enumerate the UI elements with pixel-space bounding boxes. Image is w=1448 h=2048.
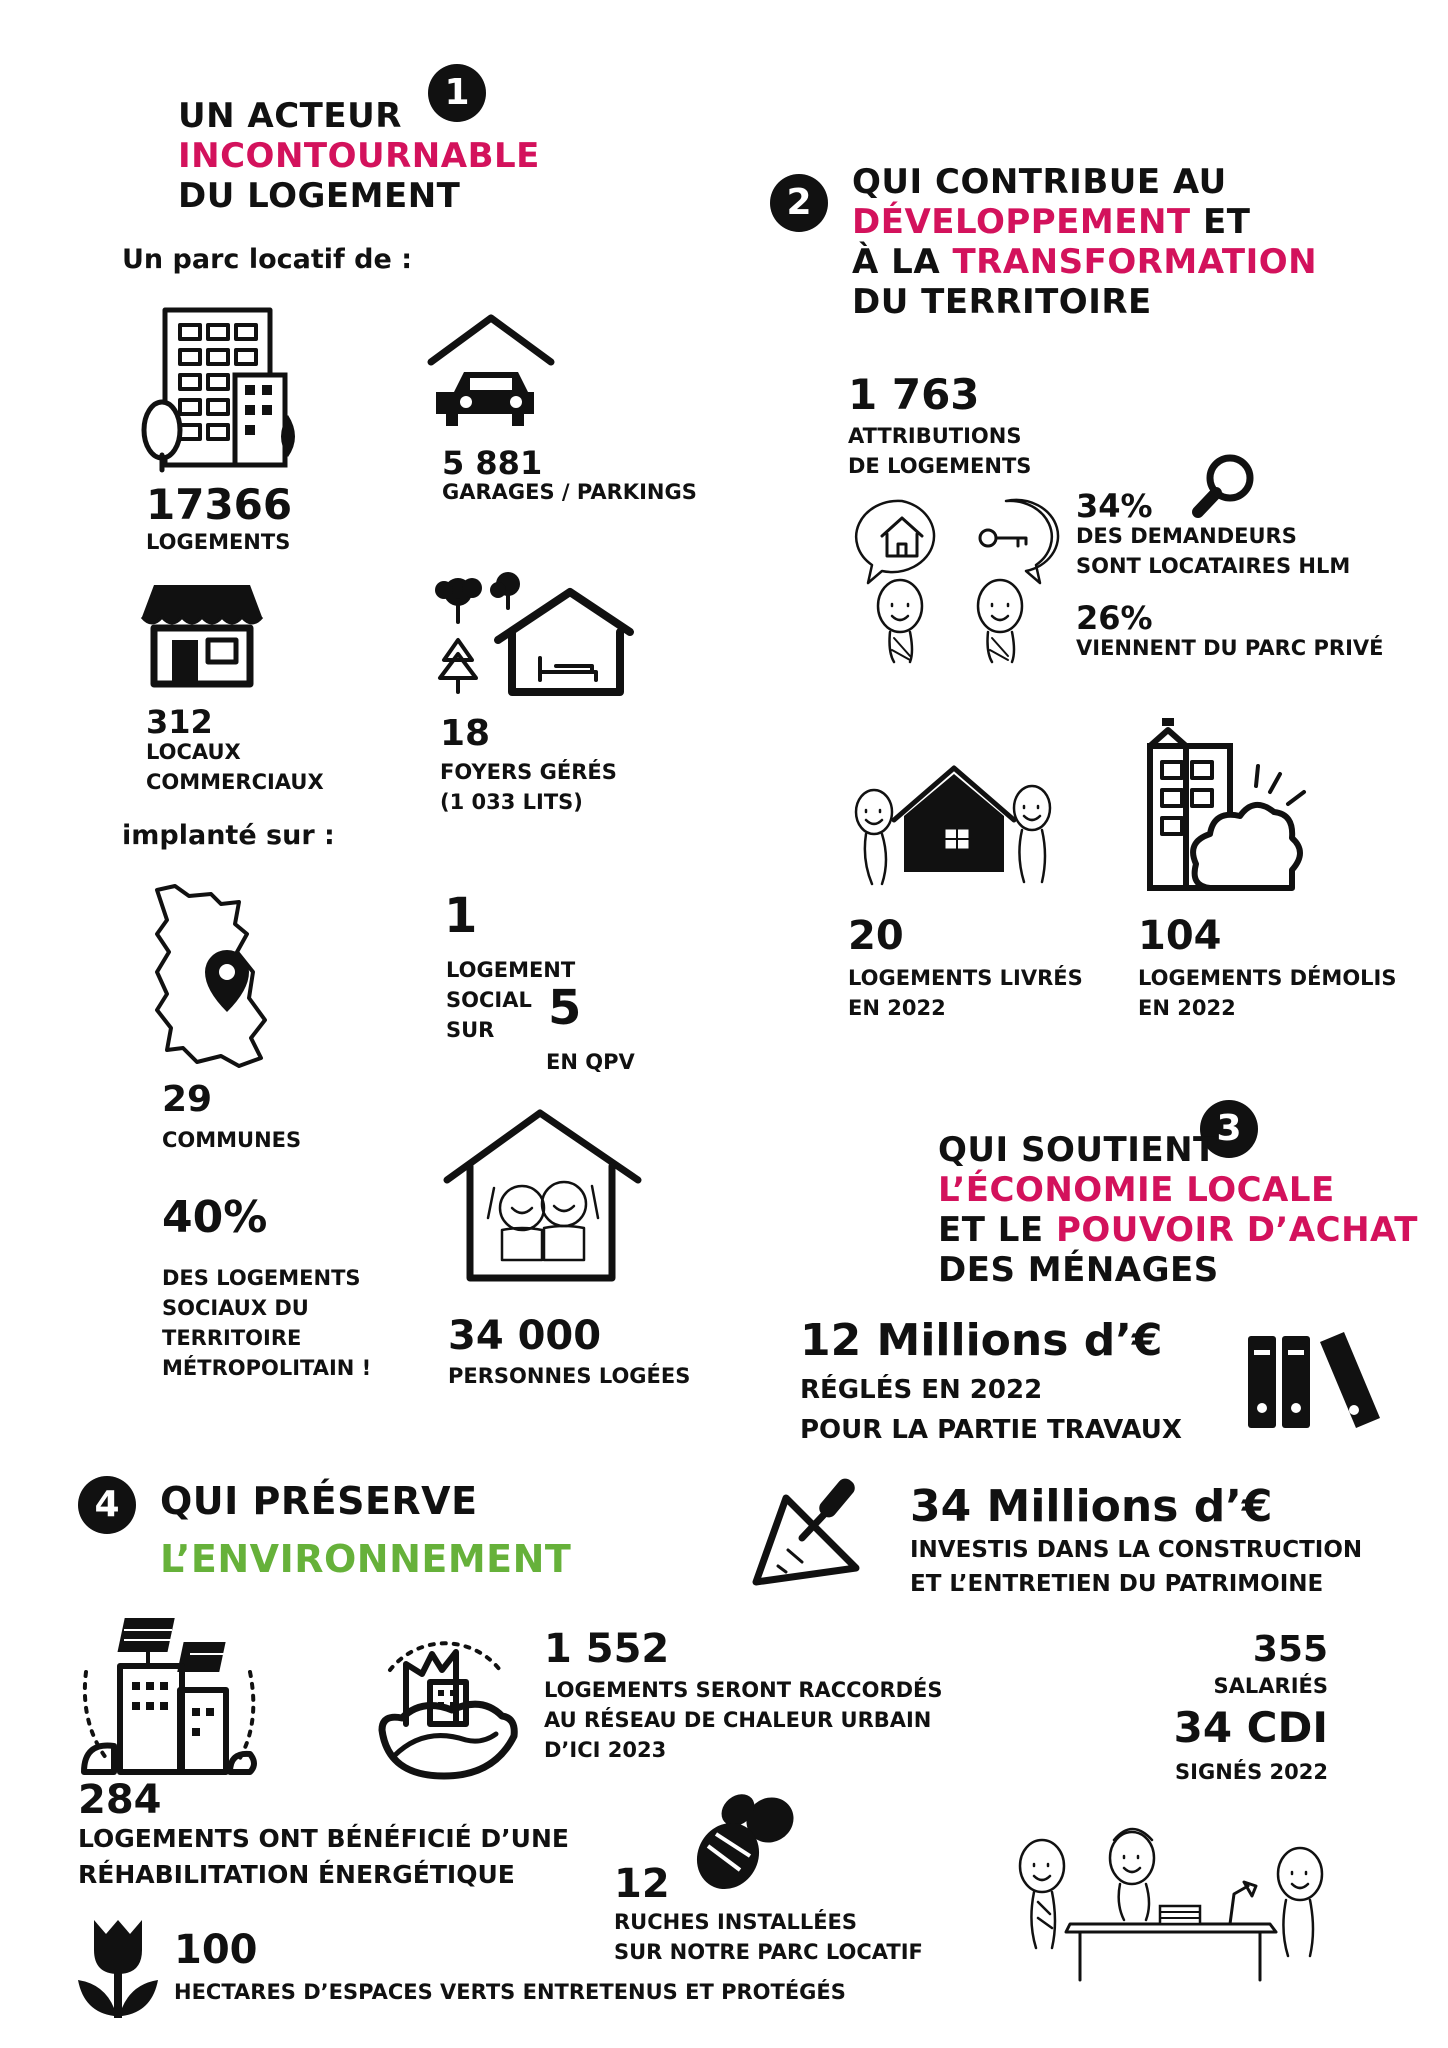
chaleur-label-1: LOGEMENTS SERONT RACCORDÉS — [544, 1678, 943, 1702]
section-3-title — [938, 1130, 1418, 1290]
salaries-count: 355 — [1252, 1629, 1328, 1670]
speech-key-icon — [956, 496, 1056, 586]
livres-label-1: LOGEMENTS LIVRÉS — [848, 966, 1083, 990]
section-2-title — [852, 162, 1317, 322]
shop-icon — [142, 580, 262, 690]
solar-building-icon — [80, 1612, 260, 1782]
foyers-label-2: (1 033 LITS) — [440, 790, 583, 814]
qpv-label-3: SUR — [446, 1018, 495, 1042]
locaux-label-2: COMMERCIAUX — [146, 770, 324, 794]
bee-icon — [690, 1790, 800, 1900]
section-2-title-line2-rest: ET — [1190, 202, 1251, 242]
logements-label: LOGEMENTS — [146, 530, 291, 554]
pct-label-3: TERRITOIRE — [162, 1326, 302, 1350]
house-family-icon — [442, 1108, 642, 1288]
demolis-label-1: LOGEMENTS DÉMOLIS — [1138, 966, 1397, 990]
section-4-title-line2: L’ENVIRONNEMENT — [160, 1537, 572, 1581]
locaux-label-1: LOCAUX — [146, 740, 241, 764]
section-3-badge: 3 — [1200, 1100, 1258, 1158]
millions-34-count: 34 Millions d’€ — [910, 1481, 1273, 1532]
locaux-count: 312 — [146, 703, 213, 741]
garages-label: GARAGES / PARKINGS — [442, 480, 697, 504]
salaries-label: SALARIÉS — [1213, 1674, 1328, 1698]
map-icon — [135, 880, 295, 1080]
pct34-label-1: DES DEMANDEURS — [1076, 524, 1297, 548]
qpv-label-1: LOGEMENT — [446, 958, 576, 982]
personnes-label: PERSONNES LOGÉES — [448, 1364, 691, 1388]
personnes-count: 34 000 — [448, 1313, 602, 1359]
district-heating-icon — [370, 1630, 520, 1780]
implante-intro: implanté sur : — [122, 820, 335, 851]
tulip-icon — [78, 1916, 158, 2026]
section-1-title-line1: UN ACTEUR — [178, 96, 402, 136]
section-2-badge: 2 — [770, 174, 828, 232]
section-4-badge: 4 — [78, 1476, 136, 1534]
chaleur-label-3: D’ICI 2023 — [544, 1738, 667, 1762]
cdi-count: 34 CDI — [1173, 1703, 1328, 1752]
section-1-title-line2: INCONTOURNABLE — [178, 136, 540, 176]
foyer-icon — [430, 570, 630, 700]
hectares-label: HECTARES D’ESPACES VERTS ENTRETENUS ET PROTÉGÉS — [174, 1980, 846, 2004]
section-3-title-line4: DES MÉNAGES — [938, 1250, 1219, 1290]
millions-34-label-1: INVESTIS DANS LA CONSTRUCTION — [910, 1537, 1363, 1563]
parc-intro: Un parc locatif de : — [122, 244, 412, 275]
demolition-icon — [1140, 718, 1310, 898]
attributions-count: 1 763 — [848, 370, 980, 419]
qpv-label-2: SOCIAL — [446, 988, 532, 1012]
chaleur-label-2: AU RÉSEAU DE CHALEUR URBAIN — [544, 1708, 932, 1732]
qpv-number-5: 5 — [548, 980, 582, 1036]
section-2-title-accent-2: TRANSFORMATION — [952, 242, 1318, 282]
pct34-count: 34% — [1076, 487, 1153, 525]
pct26-label: VIENNENT DU PARC PRIVÉ — [1076, 636, 1384, 660]
section-3-title-line1: QUI SOUTIENT — [938, 1130, 1217, 1170]
attributions-label-1: ATTRIBUTIONS — [848, 424, 1022, 448]
garage-icon — [426, 310, 556, 430]
millions-34-label-2: ET L’ENTRETIEN DU PATRIMOINE — [910, 1571, 1324, 1597]
foyers-label-1: FOYERS GÉRÉS — [440, 760, 617, 784]
demolis-label-2: EN 2022 — [1138, 996, 1236, 1020]
chaleur-count: 1 552 — [544, 1626, 670, 1672]
pct34-label-2: SONT LOCATAIRES HLM — [1076, 554, 1351, 578]
section-4-title-line1: QUI PRÉSERVE — [160, 1479, 478, 1523]
section-2-title-line2 — [852, 202, 1317, 242]
section-2-title-accent-1: DÉVELOPPEMENT — [852, 202, 1191, 242]
livres-count: 20 — [848, 913, 904, 959]
pin-icon — [205, 950, 249, 1012]
ruches-label-2: SUR NOTRE PARC LOCATIF — [614, 1940, 923, 1964]
rehab-label-2: RÉHABILITATION ÉNERGÉTIQUE — [78, 1860, 515, 1889]
section-3-title-accent: POUVOIR D’ACHAT — [1055, 1210, 1418, 1250]
demolis-count: 104 — [1138, 913, 1222, 959]
cdi-label: SIGNÉS 2022 — [1175, 1760, 1328, 1784]
section-2-title-line4: DU TERRITOIRE — [852, 282, 1152, 322]
binders-icon — [1246, 1330, 1366, 1440]
section-2-title-line3-start: À LA — [852, 242, 953, 282]
pct-label-1: DES LOGEMENTS — [162, 1266, 361, 1290]
qpv-label-4: EN QPV — [546, 1050, 635, 1074]
section-3-title-line3 — [938, 1210, 1418, 1250]
pct-label-4: MÉTROPOLITAIN ! — [162, 1356, 372, 1380]
qpv-number-1: 1 — [444, 888, 478, 944]
section-3-title-line2: L’ÉCONOMIE LOCALE — [938, 1170, 1335, 1210]
section-2-title-line3 — [852, 242, 1317, 282]
attributions-label-2: DE LOGEMENTS — [848, 454, 1032, 478]
logements-count: 17366 — [146, 480, 293, 529]
livres-label-2: EN 2022 — [848, 996, 946, 1020]
ruches-label-1: RUCHES INSTALLÉES — [614, 1910, 858, 1934]
section-1-title-line3: DU LOGEMENT — [178, 176, 461, 216]
building-icon — [140, 305, 310, 475]
pct-label-2: SOCIAUX DU — [162, 1296, 309, 1320]
garages-count: 5 881 — [442, 444, 543, 482]
section-1-title — [178, 96, 540, 216]
section-1-badge: 1 — [428, 64, 486, 122]
communes-count: 29 — [162, 1079, 213, 1120]
millions-12-count: 12 Millions d’€ — [800, 1315, 1163, 1366]
millions-12-label-2: POUR LA PARTIE TRAVAUX — [800, 1415, 1182, 1445]
team-desk-icon — [1010, 1818, 1340, 1988]
ruches-count: 12 — [614, 1861, 670, 1907]
communes-label: COMMUNES — [162, 1128, 302, 1152]
trowel-icon — [748, 1470, 878, 1590]
section-4-title — [160, 1472, 571, 1588]
pct26-count: 26% — [1076, 599, 1153, 637]
section-2-title-line1: QUI CONTRIBUE AU — [852, 162, 1227, 202]
people-attributions-icon — [860, 576, 1060, 666]
rehab-label-1: LOGEMENTS ONT BÉNÉFICIÉ D’UNE — [78, 1824, 569, 1853]
magnifier-icon — [1190, 450, 1260, 520]
hectares-count: 100 — [174, 1927, 258, 1973]
speech-house-icon — [852, 496, 952, 586]
rehab-count: 284 — [78, 1777, 162, 1823]
millions-12-label-1: RÉGLÉS EN 2022 — [800, 1375, 1043, 1405]
section-3-title-line3-start: ET LE — [938, 1210, 1056, 1250]
foyers-count: 18 — [440, 713, 491, 754]
pct-logements-count: 40% — [162, 1192, 268, 1243]
house-handover-icon — [852, 760, 1052, 890]
